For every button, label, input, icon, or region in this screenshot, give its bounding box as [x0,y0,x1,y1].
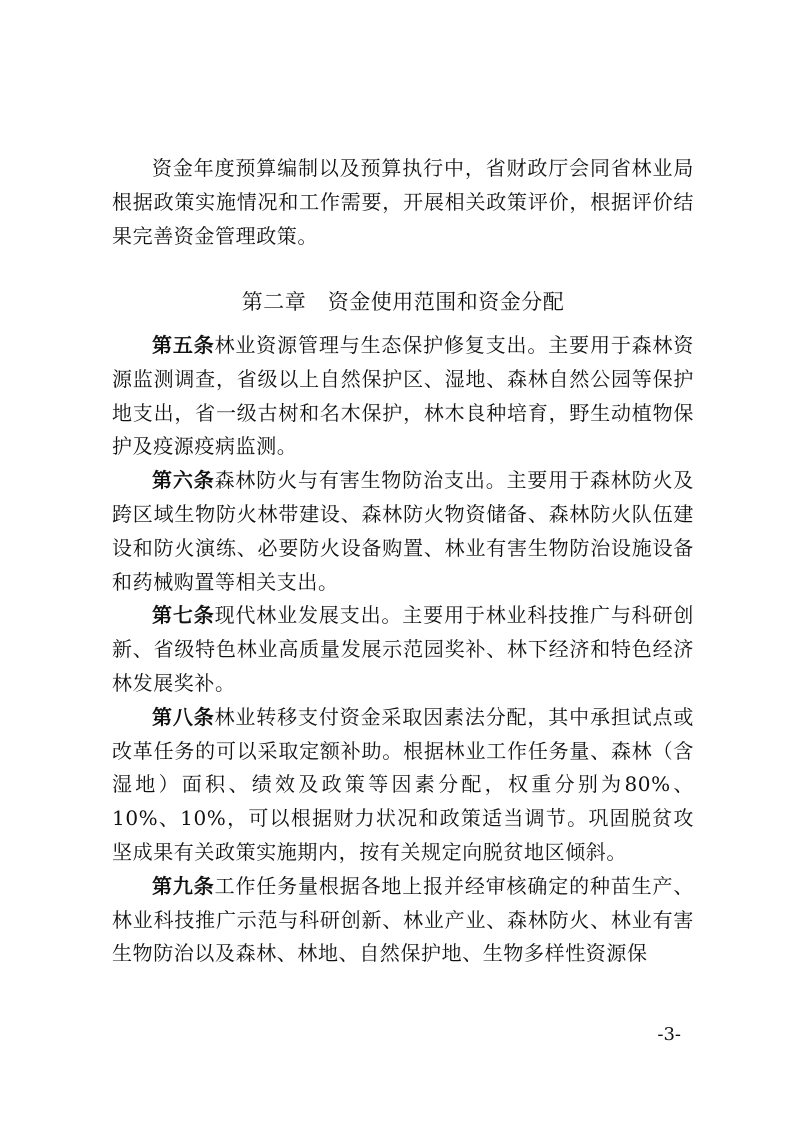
article-8-text: 林业转移支付资金采取因素法分配，其中承担试点或改革任务的可以采取定额补助。根据林业工作任务量、森林（含湿地）面积、绩效及政策等因素分配，权重分别为80%、10%、10%，可以根据财力状况和政策适当调节。巩固脱贫攻坚成果有关政策实施期内，按有关规定向脱贫地区倾斜。 [112,704,694,864]
article-7 [112,599,694,700]
article-6 [112,464,694,599]
article-7-text: 现代林业发展支出。主要用于林业科技推广与科研创新、省级特色林业高质量发展示范园奖补、林下经济和特色经济林发展奖补。 [112,603,694,695]
article-6-text: 森林防火与有害生物防治支出。主要用于森林防火及跨区域生物防火林带建设、森林防火物资储备、森林防火队伍建设和防火演练、必要防火设备购置、林业有害生物防治设施设备和药械购置等相关支出。 [112,468,694,594]
article-5-text: 林业资源管理与生态保护修复支出。主要用于森林资源监测调查，省级以上自然保护区、湿地、森林自然公园等保护地支出，省一级古树和名木保护，林木良种培育，野生动植物保护及疫源疫病监测。 [112,333,694,459]
article-7-lead: 第七条 [152,603,215,628]
article-9-text: 工作任务量根据各地上报并经审核确定的种苗生产、林业科技推广示范与科研创新、林业产业、森林防火、林业有害生物防治以及森林、林地、自然保护地、生物多样性资源保 [112,873,694,966]
intro-paragraph: 资金年度预算编制以及预算执行中，省财政厅会同省林业局根据政策实施情况和工作需要，开展相关政策评价，根据评价结果完善资金管理政策。 [112,156,694,248]
article-5 [112,329,694,464]
chapter-heading: 第二章 资金使用范围和资金分配 [241,290,565,314]
page-number: -3- [657,1024,681,1045]
article-5-lead: 第五条 [152,333,215,357]
articles-block [112,329,694,971]
intro-block [112,152,694,253]
article-8-lead: 第八条 [152,704,215,729]
article-9 [112,870,694,971]
article-9-lead: 第九条 [152,873,215,898]
article-8 [112,701,694,870]
article-6-lead: 第六条 [152,468,215,493]
